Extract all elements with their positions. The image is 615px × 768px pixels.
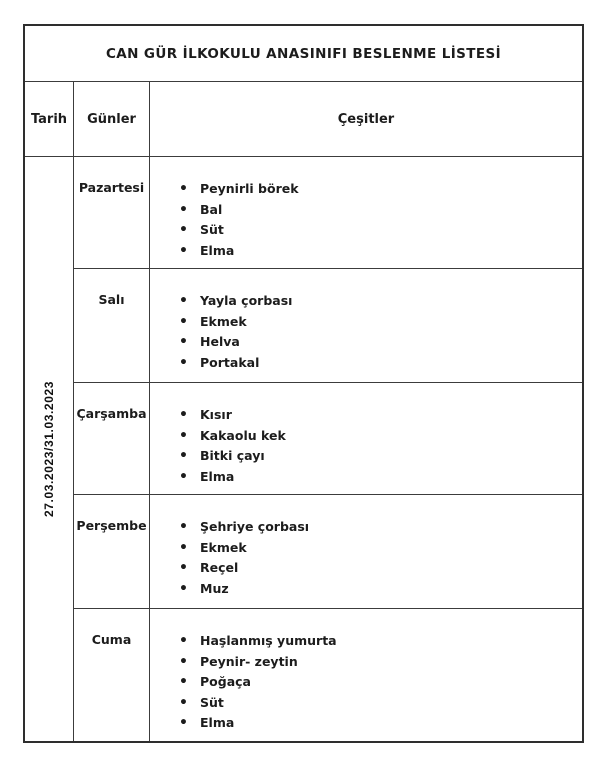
day-cell-persembe — [73, 494, 149, 608]
day-label: Salı — [98, 292, 125, 307]
menu-items-cell-sali — [149, 268, 582, 382]
menu-item: • Bal — [150, 200, 582, 221]
menu-item: • Elma — [150, 467, 582, 488]
menu-item: • Poğaça — [150, 672, 582, 693]
menu-items-list — [150, 291, 582, 373]
menu-item: • Haşlanmış yumurta — [150, 631, 582, 652]
menu-items-cell-persembe — [149, 494, 582, 608]
menu-items-cell-cuma — [149, 608, 582, 741]
menu-item: • Bitki çayı — [150, 446, 582, 467]
menu-item: • Şehriye çorbası — [150, 517, 582, 538]
date-range-text: 27.03.2023/31.03.2023 — [42, 380, 56, 518]
table-title-text: CAN GÜR İLKOKULU ANASINIFI BESLENME LİSTESİ — [105, 45, 502, 62]
menu-item: • Süt — [150, 693, 582, 714]
menu-items-list — [150, 631, 582, 734]
menu-item: • Süt — [150, 220, 582, 241]
column-header-cesitler — [149, 81, 582, 156]
day-label: Perşembe — [76, 518, 147, 533]
menu-item: • Kısır — [150, 405, 582, 426]
menu-item: • Peynir- zeytin — [150, 652, 582, 673]
column-header-gunler-label: Günler — [87, 111, 136, 127]
menu-item: • Helva — [150, 332, 582, 353]
day-cell-pazartesi — [73, 156, 149, 268]
menu-item: • Ekmek — [150, 312, 582, 333]
column-header-tarih-label: Tarih — [30, 111, 68, 127]
menu-item: • Elma — [150, 713, 582, 734]
column-header-tarih — [25, 81, 73, 156]
day-cell-cuma — [73, 608, 149, 741]
menu-item: • Yayla çorbası — [150, 291, 582, 312]
day-label: Çarşamba — [76, 406, 147, 421]
menu-items-list — [150, 517, 582, 599]
meal-list-table — [23, 24, 584, 743]
day-cell-carsamba — [73, 382, 149, 494]
table-title — [25, 26, 582, 81]
menu-item: • Peynirli börek — [150, 179, 582, 200]
menu-item: • Kakaolu kek — [150, 426, 582, 447]
menu-item: • Ekmek — [150, 538, 582, 559]
menu-item: • Portakal — [150, 353, 582, 374]
menu-item: • Elma — [150, 241, 582, 262]
column-header-gunler — [73, 81, 149, 156]
day-label: Pazartesi — [78, 180, 145, 195]
menu-items-cell-pazartesi — [149, 156, 582, 268]
column-header-cesitler-label: Çeşitler — [337, 111, 395, 127]
day-cell-sali — [73, 268, 149, 382]
menu-items-list — [150, 179, 582, 261]
menu-item: • Reçel — [150, 558, 582, 579]
day-label: Cuma — [91, 632, 132, 647]
menu-items-cell-carsamba — [149, 382, 582, 494]
menu-item: • Muz — [150, 579, 582, 600]
date-range-cell — [25, 156, 73, 741]
menu-items-list — [150, 405, 582, 487]
